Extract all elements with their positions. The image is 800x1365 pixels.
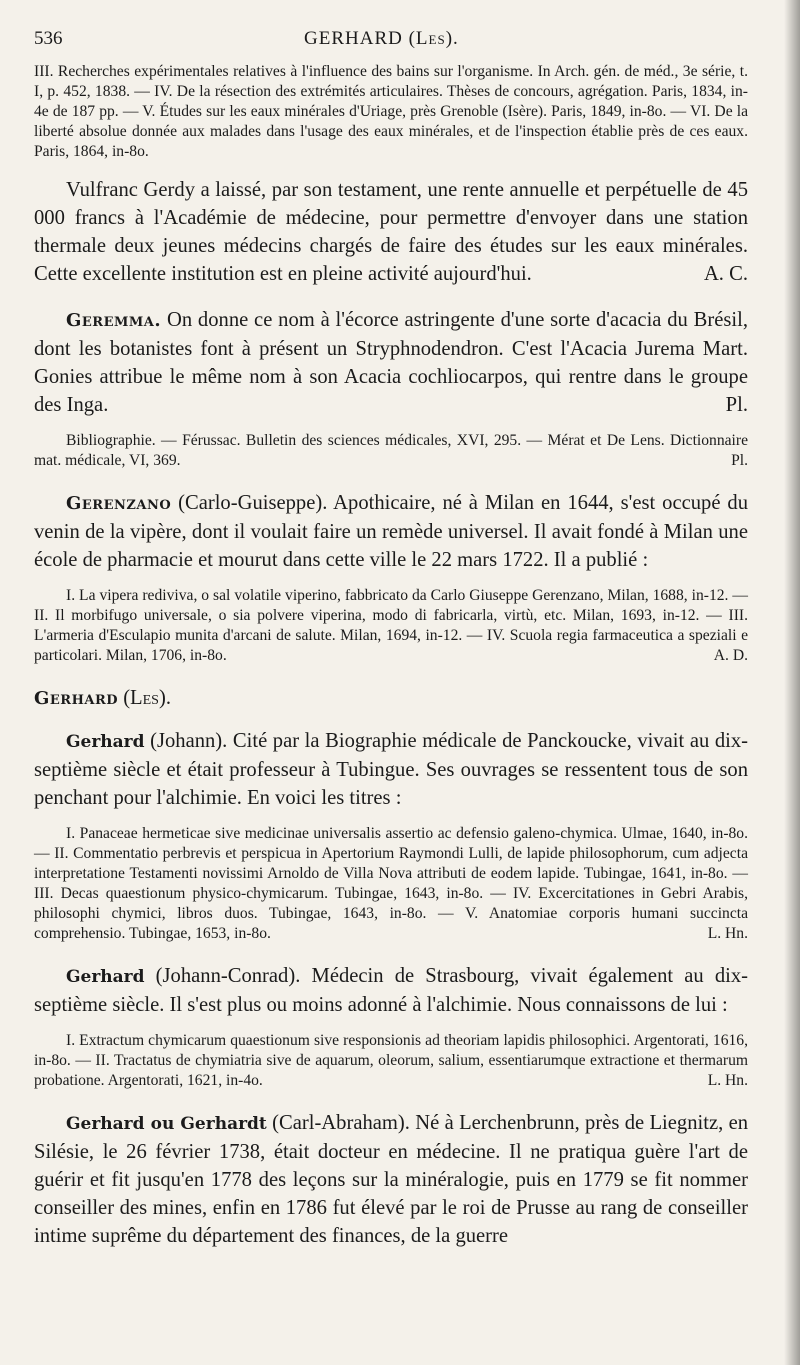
running-head-name: GERHARD — [304, 28, 403, 49]
signature: A. C. — [703, 263, 748, 285]
signature: L. Hn. — [707, 925, 748, 942]
bibliography-gerdy: III. Recherches expérimentales relatives à l'influence des bains sur l'organisme. In Arch. gén. de méd., 3e série, t. I, p. 452, 1838. — IV. De la résection des extrémités articulaires. Thèses de concours, agrégation. Paris, 1834, in-4e de 187 pp. — V. Études sur les eaux minérales d'Uriage, près Grenoble (Isère). Paris, 1849, in-8o. — VI. De la liberté absolue donnée aux malades dans l'usage des eaux minérales, et de l'inspection établie près de ces eaux. Paris, 1864, in-8o. — [34, 63, 748, 160]
headword: Gerenzano — [66, 493, 172, 514]
signature: L. Hn. — [707, 1072, 748, 1089]
entry-gerenzano: Gerenzano (Carlo-Guiseppe). Apothicaire, né à Milan en 1644, s'est occupé du venin de la vipère, dont il voulait faire un remède universel. Il avait fondé à Milan une école de pharmacie et mourut dans cette ville le 22 mars 1722. Il a publié : — [34, 492, 748, 571]
headword: Gerhard — [66, 967, 145, 987]
bibliography-geremma: Bibliographie. — Férussac. Bulletin des sciences médicales, XVI, 295. — Mérat et De Lens. Dictionnaire mat. médicale, VI, 369. Pl. — [34, 432, 748, 469]
bibliography-gerhard-johann: I. Panaceae hermeticae sive medicinae universalis assertio ac defensio galeno-chymica. Ulmae, 1640, in-8o. — II. Commentatio perbrevis et perspicua in Apertorium Raymondi Lulli, de lapide philosophorum, cum adjecta interpretatione Testamenti novissimi Arnoldo de Villa Nova attributi de eodem lapide. Tubingae, 1641, in-8o. — III. Decas quaestionum physico-chymicarum. Tubingae, 1643, in-8o. — IV. Excercitationes in Gebri Arabis, philosophi chymici, libros duos. Tubingae, 1643, in-8o. — V. Anatomiae corporis humani succincta comprehensio. Tubingae, 1653, in-8o. L. Hn. — [34, 825, 748, 942]
running-head-suffix: (Les). — [408, 28, 459, 49]
running-head — [304, 28, 459, 50]
bibliography-gerhard-johann-conrad: I. Extractum chymicarum quaestionum sive responsionis ad theoriam lapidis philosophici. Argentorati, 1616, in-8o. — II. Tractatus de chymiatria sive de aquarum, oleorum, salium, essentiarumque extractione et thermarum probatione. Argentorati, 1621, in-4o. L. Hn. — [34, 1032, 748, 1089]
headword: Geremma. — [66, 310, 162, 331]
bibliography-gerenzano: I. La vipera rediviva, o sal volatile viperino, fabbricato da Carlo Giuseppe Gerenzano, Milan, 1688, in-12. — II. Il morbifugo universale, o sia polvere viperina, modo di fabricarla, virtù, etc. Milan, 1693, in-12. — III. L'armeria d'Esculapio munita d'arcani de salute. Milan, 1694, in-12. — IV. Scuola regia farmaceutica a speziali e particolari. Milan, 1706, in-8o. A. D. — [34, 587, 748, 664]
page-edge-shadow — [784, 0, 800, 1365]
headword: Gerhard ou Gerhardt — [66, 1114, 267, 1134]
paragraph-gerdy-legacy: Vulfranc Gerdy a laissé, par son testament, une rente annuelle et perpétuelle de 45 000 francs à l'Académie de médecine, pour permettre d'envoyer dans une station thermale deux jeunes médecins chargés de faire des études sur les eaux minérales. Cette excellente institution est en pleine activité aujourd'hui. A. C. — [34, 176, 748, 288]
entry-gerhard-johann-conrad: Gerhard (Johann-Conrad). Médecin de Strasbourg, vivait également au dix-septième siècle. Il s'est plus ou moins adonné à l'alchimie. Nous connaissons de lui : — [34, 965, 748, 1016]
page-number: 536 — [34, 28, 63, 49]
entry-gerhard-johann: Gerhard (Johann). Cité par la Biographie médicale de Panckoucke, vivait au dix-septième siècle et était professeur à Tubingue. Ses ouvrages se ressentent tous de son penchant pour l'alchimie. En voici les titres : — [34, 730, 749, 809]
entry-gerhard-carl-abraham: Gerhard ou Gerhardt (Carl-Abraham). Né à Lerchenbrunn, près de Liegnitz, en Silésie, le 26 février 1738, était docteur en médecine. Il ne pratiqua guère l'art de guérir et fit jusqu'en 1778 des leçons sur la minéralogie, puis en 1779 se fit nommer conseiller des mines, enfin en 1786 fut élevé par le roi de Prusse au rang de conseiller intime suprême du département des finances, de la guerre — [34, 1112, 749, 1247]
signature: A. D. — [713, 647, 748, 664]
page-header — [34, 28, 748, 62]
entry-geremma: Geremma. On donne ce nom à l'écorce astringente d'une sorte d'acacia du Brésil, dont les botanistes font à présent un Stryphnodendron. C'est l'Acacia Jurema Mart. Gonies attribue le même nom à son Acacia cochliocarpos, qui rentre dans le groupe des Inga. Pl. — [34, 306, 748, 419]
headword: Gerhard — [34, 688, 119, 709]
heading-gerhard-les: Gerhard (Les). — [34, 687, 171, 709]
signature: Pl. — [725, 394, 748, 416]
signature: Pl. — [731, 452, 748, 469]
headword: Gerhard — [66, 732, 145, 752]
